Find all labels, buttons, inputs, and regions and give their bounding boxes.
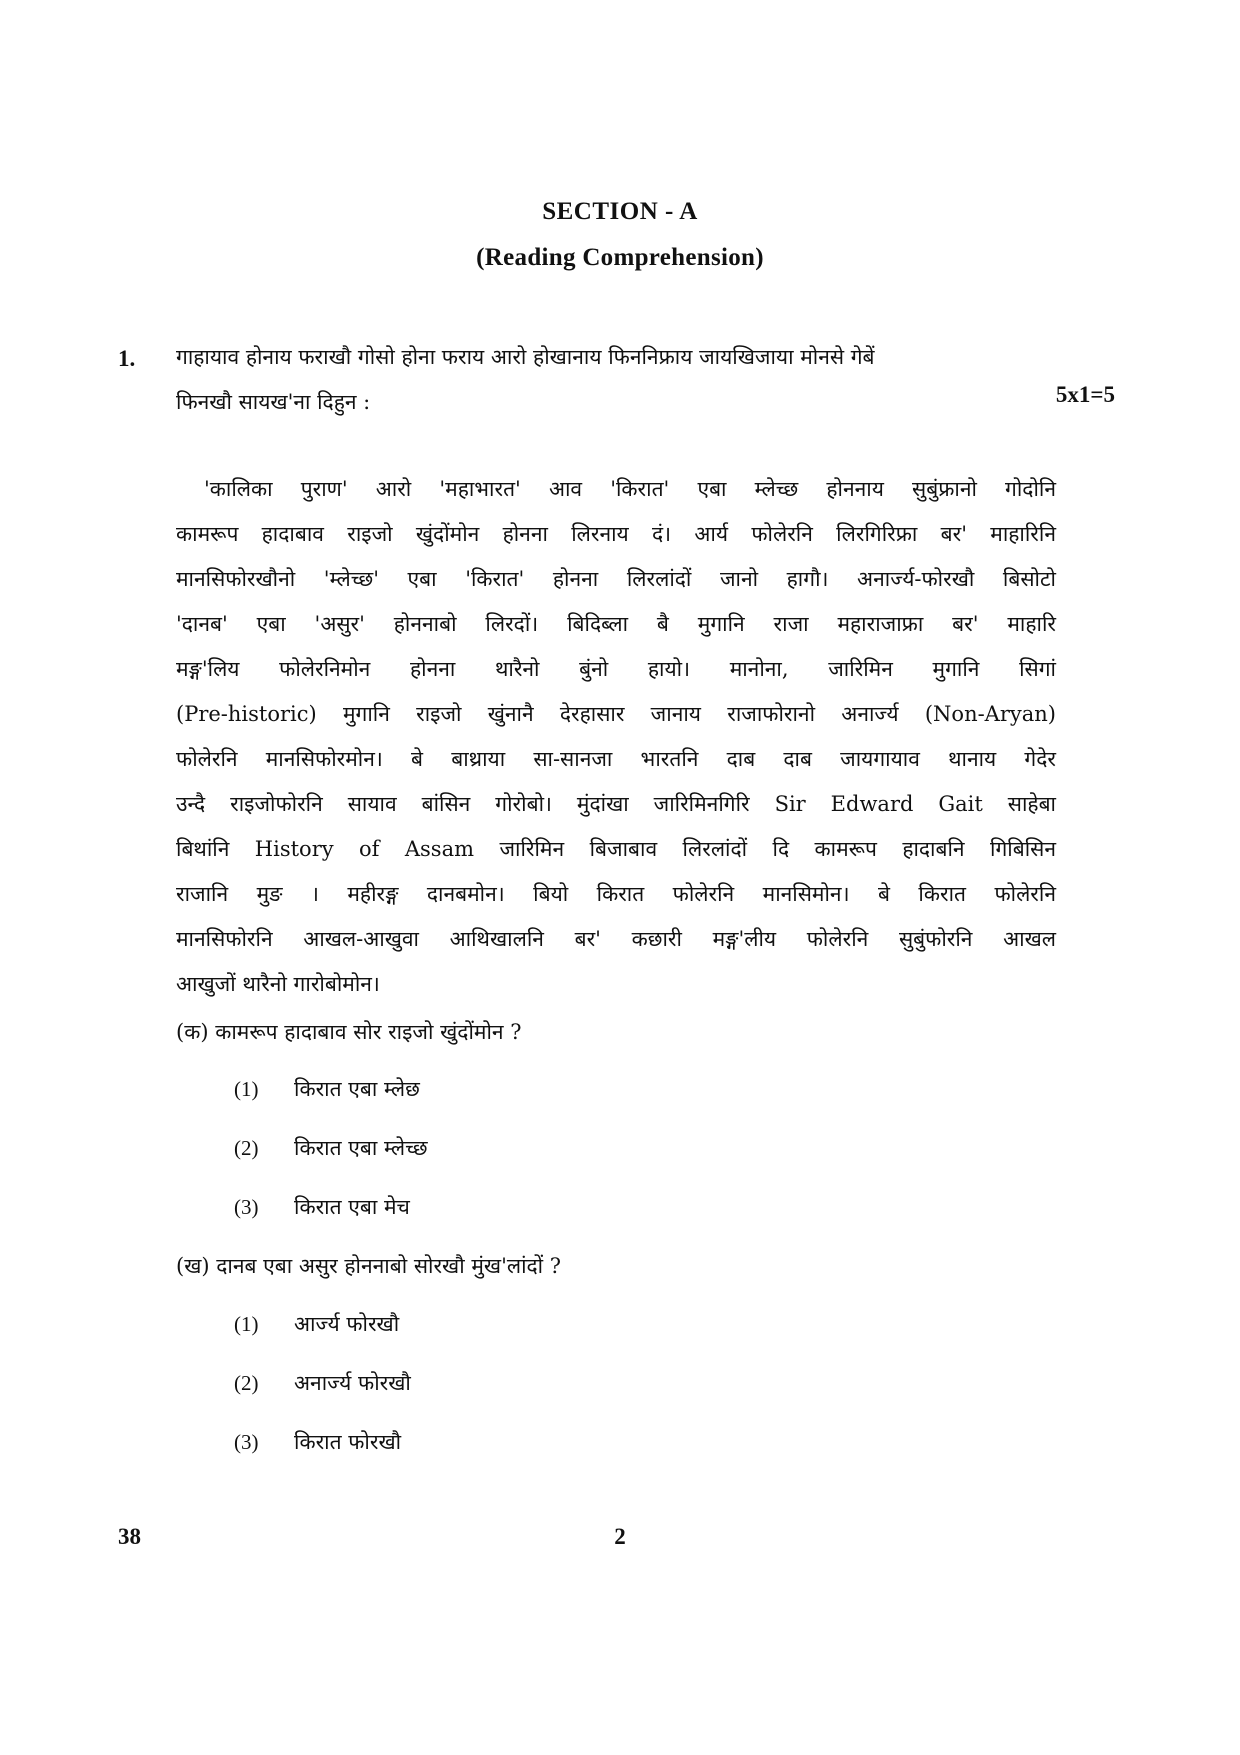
option-number: (3) <box>234 1195 259 1219</box>
option-number: (1) <box>234 1312 259 1336</box>
section-title: SECTION - A <box>542 198 698 225</box>
option <box>234 1310 399 1338</box>
option-text: आर्ज्य फोरखौ <box>294 1312 400 1336</box>
option-text: किरात फोरखौ <box>294 1430 402 1454</box>
question-instruction-line: फिनखौ सायख'ना दिहुन : <box>176 390 371 414</box>
option-text: अनार्ज्य फोरखौ <box>294 1371 411 1395</box>
passage-line: कामरूप हादाबाव राइजो खुंदोंमोन होनना लिरनाय दं। आर्य फोलेरनि लिरगिरिफ्रा बर' माहारिनि <box>176 522 1056 546</box>
option-number: (2) <box>234 1371 259 1395</box>
passage-line: मानसिफोरखौनो 'म्लेच्छ' एबा 'किरात' होनना लिरलांदों जानो हागौ। अनार्ज्य-फोरखौ बिसोटो <box>176 567 1056 591</box>
option-text: किरात एबा म्लेछ <box>294 1077 420 1101</box>
option <box>234 1134 428 1162</box>
option-text: किरात एबा मेच <box>294 1195 410 1219</box>
footer-code: 38 <box>118 1524 141 1549</box>
passage-line: उन्दै राइजोफोरनि सायाव बांसिन गोरोबो। मुंदांखा जारिमिनगिरि Sir Edward Gait साहेबा <box>176 792 1056 816</box>
option-number: (1) <box>234 1077 259 1101</box>
passage-line: फोलेरनि मानसिफोरमोन। बे बाथ्राया सा-सानजा भारतनि दाब दाब जायगायाव थानाय गेदेर <box>176 747 1056 771</box>
sub-question-label: (क) कामरूप हादाबाव सोर राइजो खुंदोंमोन ? <box>176 1020 522 1044</box>
option <box>234 1075 420 1103</box>
option <box>234 1428 401 1456</box>
option-number: (2) <box>234 1136 259 1160</box>
passage-line: मानसिफोरनि आखल-आखुवा आथिखालनि बर' कछारी मङ्ग'लीय फोलेरनि सुबुंफोरनि आखल <box>176 927 1056 951</box>
passage-line: राजानि मुङ । महीरङ्ग दानबमोन। बियो किरात फोलेरनि मानसिमोन। बे किरात फोलेरनि <box>176 882 1056 906</box>
section-subtitle: (Reading Comprehension) <box>476 244 764 271</box>
passage-line: (Pre-historic) मुगानि राइजो खुंनानै देरहासार जानाय राजाफोरानो अनार्ज्य (Non-Aryan) <box>176 702 1056 726</box>
passage-line: बिथांनि History of Assam जारिमिन बिजाबाव लिरलांदों दि कामरूप हादाबनि गिबिसिन <box>176 837 1056 861</box>
passage-line: मङ्ग'लिय फोलेरनिमोन होनना थारैनो बुंनो हायो। मानोना, जारिमिन मुगानि सिगां <box>176 657 1056 681</box>
option-number: (3) <box>234 1430 259 1454</box>
option-text: किरात एबा म्लेच्छ <box>294 1136 428 1160</box>
passage-line: 'दानब' एबा 'असुर' होननाबो लिरदों। बिदिब्ला बै मुगानि राजा महाराजाफ्रा बर' माहारि <box>176 612 1056 636</box>
question-number: 1. <box>118 346 136 371</box>
option <box>234 1193 410 1221</box>
question-instruction-line: गाहायाव होनाय फराखौ गोसो होना फराय आरो होखानाय फिननिफ्राय जायखिजाया मोनसे गेबें <box>176 345 875 369</box>
question-marks: 5x1=5 <box>1055 382 1115 407</box>
page-number: 2 <box>614 1524 626 1549</box>
passage-line: 'कालिका पुराण' आरो 'महाभारत' आव 'किरात' एबा म्लेच्छ होननाय सुबुंफ्रानो गोदोनि <box>204 477 1056 501</box>
option <box>234 1369 411 1397</box>
sub-question-label: (ख) दानब एबा असुर होननाबो सोरखौ मुंख'लांदों ? <box>176 1254 562 1278</box>
passage-line: आखुजों थारैनो गारोबोमोन। <box>176 972 380 996</box>
